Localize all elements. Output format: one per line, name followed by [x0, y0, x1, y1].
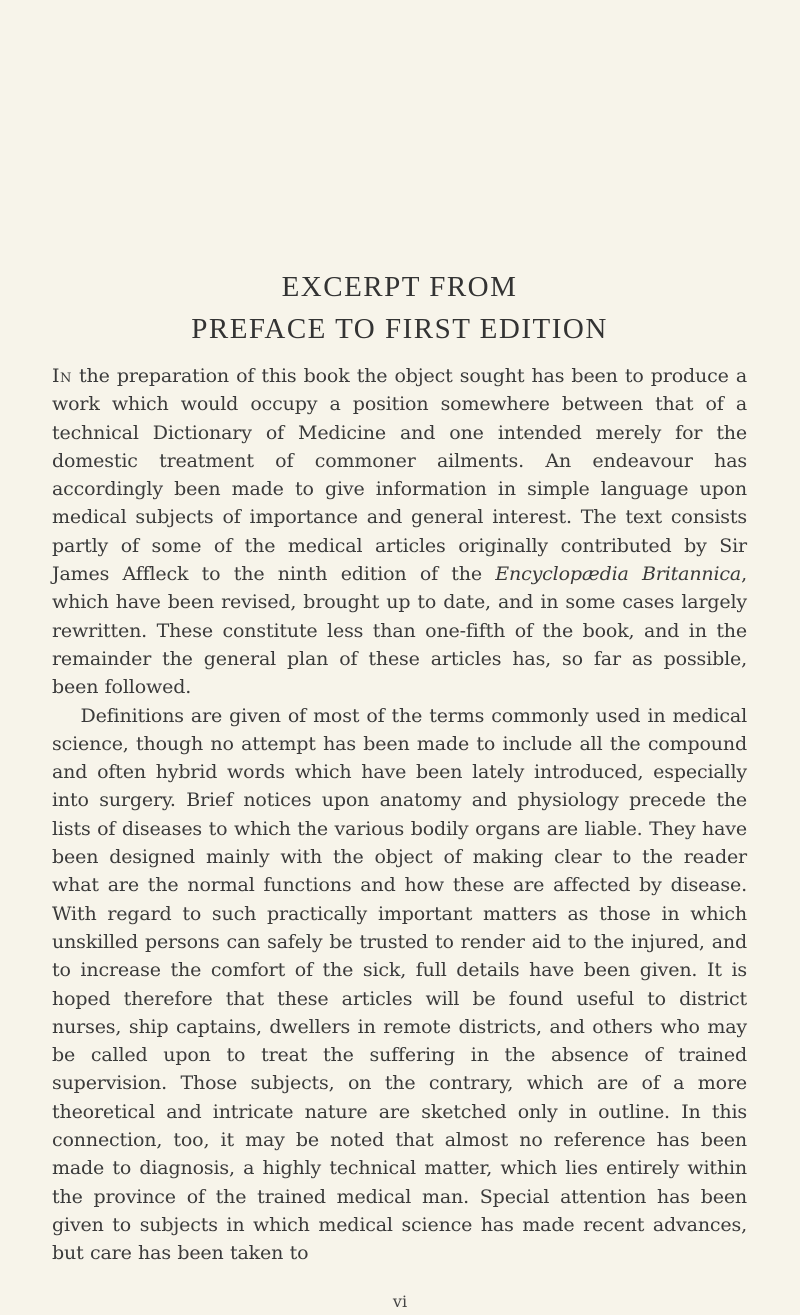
paragraph-1-text-a: the preparation of this book the object sought has been to produce a work which would occupy a position somewhere between that of a technical Dictionary of Medicine and one intended merely for the domestic treatment of commoner ailments. An endeavour has accordingly been made to give information in simple language upon medical subjects of importance and general interest. The text consists partly of some of the medical articles originally contributed by Sir James Affleck to the ninth edition of the — [52, 365, 747, 586]
preface-body — [52, 362, 747, 1268]
paragraph-lead-word: In — [52, 365, 72, 387]
book-title-italic: Encyclopædia Britannica — [495, 563, 742, 586]
paragraph-1 — [52, 362, 747, 702]
page-title — [52, 272, 747, 344]
title-line-1: EXCERPT FROM — [281, 271, 518, 303]
paragraph-2: Definitions are given of most of the terms commonly used in medical science, though no attempt has been made to include all the compound and often hybrid words which have been lately introduced, especially into surgery. Brief notices upon anatomy and physiology precede the lists of diseases to which the various bodily organs are liable. They have been designed mainly with the object of making clear to the reader what are the normal functions and how these are affected by disease. With regard to such practically important matters as those in which unskilled persons can safely be trusted to render aid to the injured, and to increase the comfort of the sick, full details have been given. It is hoped therefore that these articles will be found useful to district nurses, ship captains, dwellers in remote districts, and others who may be called upon to treat the suffering in the absence of trained supervision. Those subjects, on the contrary, which are of a more theoretical and intricate nature are sketched only in outline. In this connection, too, it may be noted that almost no reference has been made to diagnosis, a highly technical matter, which lies entirely within the province of the trained medical man. Special attention has been given to subjects in which medical science has made recent advances, but care has been taken to — [52, 704, 747, 1265]
title-line-2: PREFACE TO FIRST EDITION — [191, 313, 608, 345]
page-number: vi — [392, 1292, 408, 1311]
paragraph-1-text-b: , which have been revised, brought up to date, and in some cases largely rewritten. These constitute less than one-fifth of the book, and in the remainder the general plan of these articles has, so far as possible, been followed. — [52, 563, 747, 699]
book-page — [52, 272, 747, 1268]
